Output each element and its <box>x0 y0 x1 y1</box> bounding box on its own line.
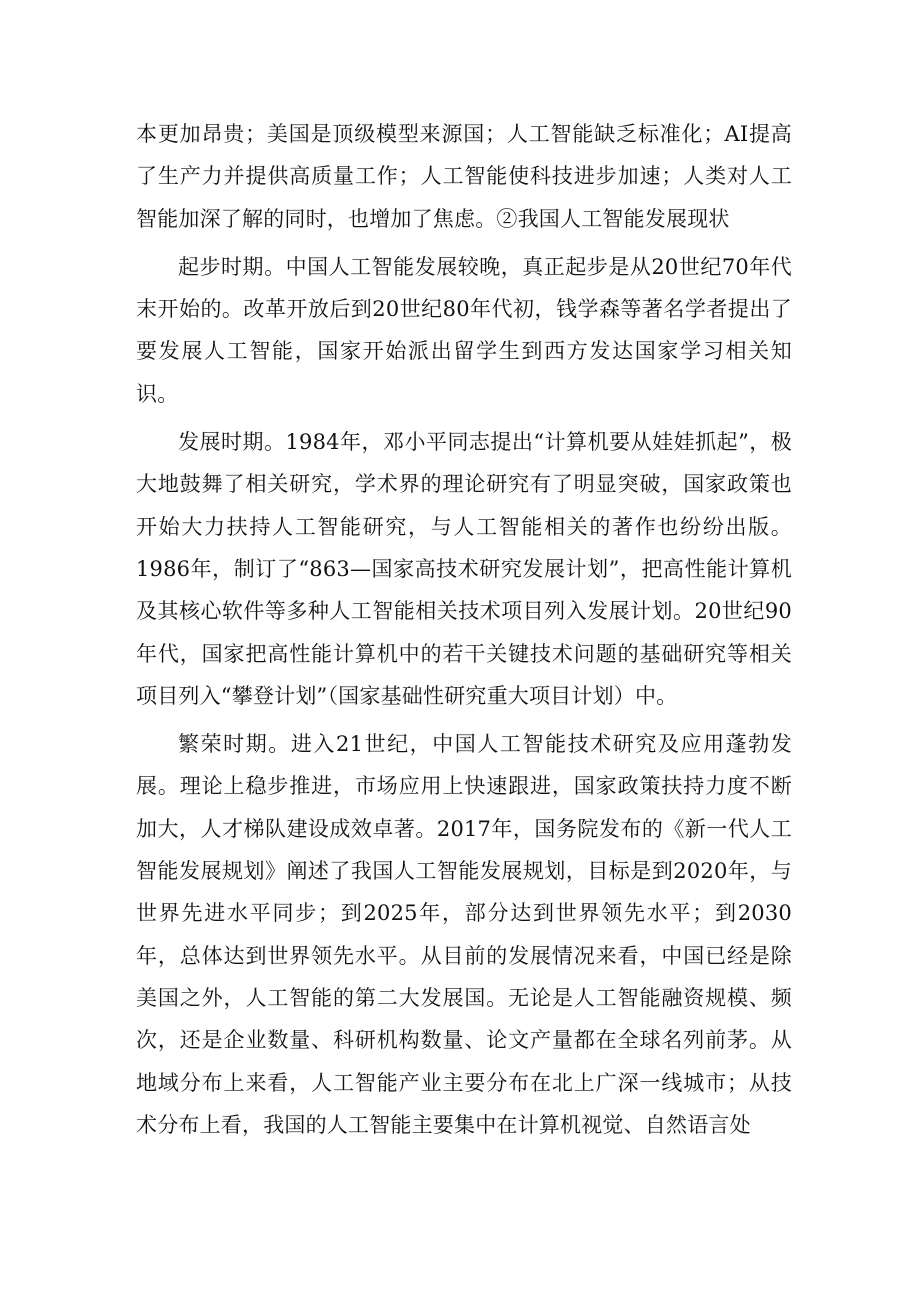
paragraph-2: 起步时期。中国人工智能发展较晚，真正起步是从20世纪70年代末开始的。改革开放后到20世纪80年代初，钱学森等著名学者提出了要发展人工智能，国家开始派出留学生到西方发达国家学习相关知识。 <box>136 254 792 406</box>
paragraph-4: 繁荣时期。进入21世纪，中国人工智能技术研究及应用蓬勃发展。理论上稳步推进，市场应用上快速跟进，国家政策扶持力度不断加大，人才梯队建设成效卓著。2017年，国务院发布的《新一代人工智能发展规划》阐述了我国人工智能发展规划，目标是到2020年，与世界先进水平同步；到2025年，部分达到世界领先水平；到2030年，总体达到世界领先水平。从目前的发展情况来看，中国已经是除美国之外，人工智能的第二大发展国。无论是人工智能融资规模、频次，还是企业数量、科研机构数量、论文产量都在全球名列前茅。从地域分布上来看，人工智能产业主要分布在北上广深一线城市；从技术分布上看，我国的人工智能主要集中在计算机视觉、自然语言处 <box>136 732 792 1137</box>
document-body <box>136 113 792 1152</box>
paragraph-1: 本更加昂贵；美国是顶级模型来源国；人工智能缺乏标准化；AI提高了生产力并提供高质量工作；人工智能使科技进步加速；人类对人工智能加深了解的同时，也增加了焦虑。②我国人工智能发展现状 <box>136 122 792 231</box>
paragraph-3: 发展时期。1984年，邓小平同志提出“计算机要从娃娃抓起”，极大地鼓舞了相关研究，学术界的理论研究有了明显突破，国家政策也开始大力扶持人工智能研究，与人工智能相关的著作也纷纷出版。1986年，制订了“863—国家高技术研究发展计划”，把高性能计算机及其核心软件等多种人工智能相关技术项目列入发展计划。20世纪90年代，国家把高性能计算机中的若干关键技术问题的基础研究等相关项目列入“攀登计划”（国家基础性研究重大项目计划）中。 <box>136 430 792 708</box>
